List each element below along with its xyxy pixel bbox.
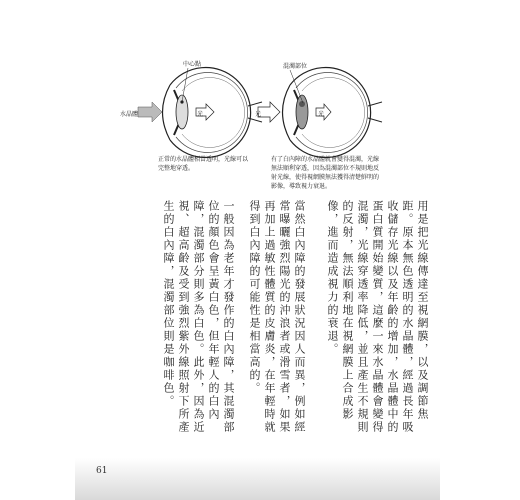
paragraph-1 xyxy=(320,200,430,440)
paragraph-2-text: 當然白內障的發展狀況因人而異，例如經常曝曬強烈陽光的沖浪者或滑雪者，如果再加上過敏性體質的皮膚炎，在年輕時就得到白內障的可能性是相當高的。 xyxy=(248,200,306,434)
page-number: 61 xyxy=(96,466,108,476)
center-point-label: 中心點 xyxy=(183,61,202,68)
light-label-left: 光 xyxy=(197,111,204,118)
opacity-area-label: 混濁部位 xyxy=(283,63,308,70)
normal-eye-caption: 正常的水晶體相當透明，光線可以完整地穿透。 xyxy=(158,156,249,172)
paragraph-3 xyxy=(116,200,236,440)
light-in-label: 光 xyxy=(255,111,262,118)
eye-diagram xyxy=(0,0,520,200)
paragraph-3-text: 一般因為老年才發作的白內障，其混濁部位的顏色會呈黃白色，但年輕人的白內障，混濁部分則多為白色。此外，因為近視、超高齡及受到強烈紫外線照射下所產生的白內障，混濁部位則是咖啡色。 xyxy=(162,200,235,434)
paragraph-2 xyxy=(247,200,307,440)
light-out-label: 光 xyxy=(318,111,325,118)
cataract-eye-caption: 有了白內障的水晶體就會變得混濁，光線無法順利穿透，因為混濁部位不規則地反射光線，使得視網膜無法獲得清楚鮮明的影像，導致視力衰退。 xyxy=(271,156,380,190)
paragraph-1-text: 用是把光線傳達至視網膜，以及調節焦距。原本無色透明的水晶體，經過長年吸收儲存光線以及年齡的增加，水晶體中的蛋白質開始變質，這麼一來水晶體會變得混濁，光線穿透率降低，並且產生不規則的反射，無法順利地在視網膜上合成影像，進而造成視力的衰退。 xyxy=(326,200,429,434)
page-bottom-shadow xyxy=(75,458,440,500)
lens-label: 水晶體 xyxy=(120,111,139,118)
